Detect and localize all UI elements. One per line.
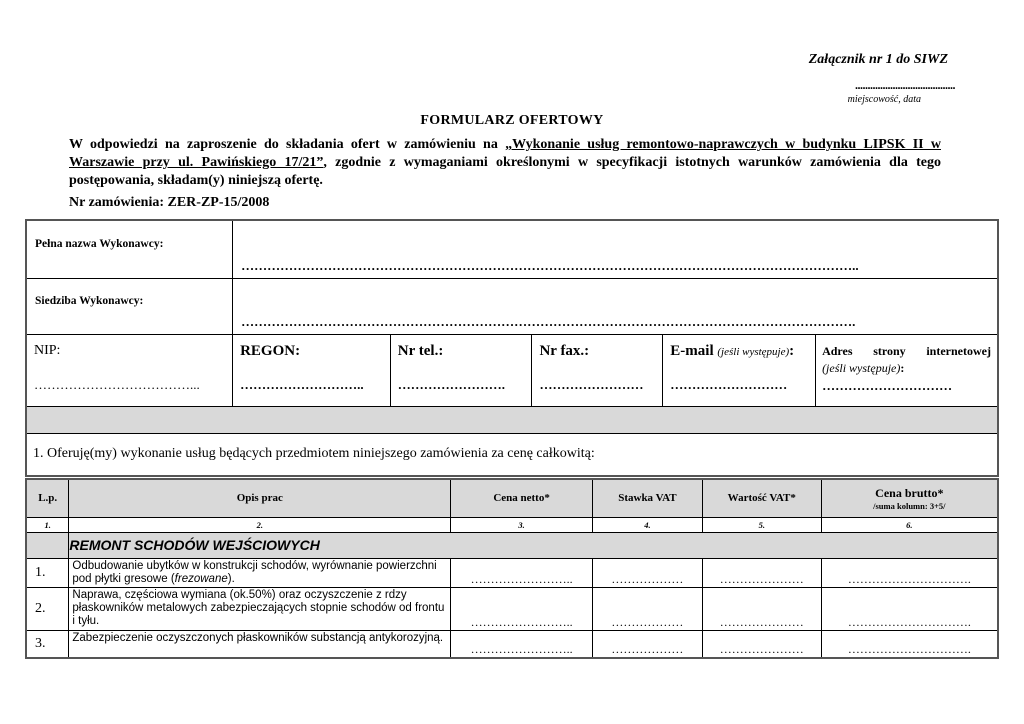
regon-dots: ………………………..: [240, 376, 364, 392]
row-lp: 1.: [26, 558, 69, 587]
col-number: 1.: [26, 517, 69, 532]
seat-label: Siedziba Wykonawcy:: [35, 294, 144, 307]
row-gross-field[interactable]: ………………………….: [821, 587, 998, 630]
row-desc: Naprawa, częściowa wymiana (ok.50%) oraz oczyszczenie z rdzy płaskowników metalowych zabezpieczających stopnie schodów od frontu i tyłu.: [69, 587, 451, 630]
row-vat-rate-field[interactable]: ………………: [593, 587, 703, 630]
table-row: [26, 558, 998, 587]
separator-row: [26, 406, 998, 433]
row-vat-rate-field[interactable]: ………………: [593, 630, 703, 658]
section-title: REMONT SCHODÓW WEJŚCIOWYCH: [69, 532, 998, 558]
row-gross-field[interactable]: ………………………….: [821, 558, 998, 587]
email-note: (jeśli występuje): [717, 345, 790, 358]
price-table-header: [26, 479, 998, 517]
row-desc: [69, 558, 451, 587]
www-note-line: (jeśli występuje):: [822, 360, 905, 375]
tel-label: Nr tel.:: [397, 342, 444, 359]
section-row: [26, 532, 998, 558]
row-vat-value-field[interactable]: …………………: [702, 630, 821, 658]
seat-label-cell: [26, 278, 233, 334]
col-lp-header: L.p.: [26, 479, 69, 517]
row-desc-italic: frezowane: [174, 572, 228, 585]
tel-field[interactable]: [390, 334, 532, 406]
form-title: FORMULARZ OFERTOWY: [420, 113, 604, 128]
row-net-field[interactable]: ……………………..: [451, 558, 593, 587]
table-row: [26, 630, 998, 658]
row-net-field[interactable]: ……………………..: [451, 587, 593, 630]
email-label-line: E-mail (jeśli występuje):: [670, 342, 795, 359]
row-net-field[interactable]: ……………………..: [451, 630, 593, 658]
nip-field[interactable]: [26, 334, 233, 406]
col-vat-rate-header: Stawka VAT: [593, 479, 703, 517]
www-dots: …………………………: [822, 377, 953, 393]
col-gross-note: /suma kolumn: 3+5/: [873, 500, 946, 511]
www-note: (jeśli występuje): [822, 360, 901, 375]
column-numbers-row: [26, 517, 998, 532]
full-name-dots: ……………………………………………………………………………………………………………………………..: [241, 257, 859, 273]
full-name-label: Pełna nazwa Wykonawcy:: [35, 238, 164, 250]
seat-dots: …………………………………………………………………………………………………………………………….: [241, 313, 856, 329]
fax-label: Nr fax.:: [539, 342, 590, 359]
col-number: 4.: [593, 517, 703, 532]
fax-dots: ……………………: [539, 376, 644, 392]
intro-contract-name: „Wykonanie usług remontowo-naprawczych w budynku LIPSK II w Warszawie przy ul. Pawińskiego 17/21”: [69, 137, 941, 170]
order-number: Nr zamówienia: ZER-ZP-15/2008: [69, 195, 270, 210]
row-lp: 3.: [26, 630, 69, 658]
www-field[interactable]: [816, 334, 998, 406]
regon-label: REGON:: [240, 342, 301, 359]
place-date-caption: miejscowość, data: [847, 94, 921, 105]
row-vat-value-field[interactable]: …………………: [702, 558, 821, 587]
col-net-header: Cena netto*: [451, 479, 593, 517]
row-desc: Zabezpieczenie oczyszczonych płaskowników substancją antykorozyjną.: [69, 630, 451, 658]
offer-statement: 1. Oferuję(my) wykonanie usług będących przedmiotem niniejszego zamówienia za cenę całkowitą:: [26, 433, 998, 476]
col-number: 2.: [69, 517, 451, 532]
fax-field[interactable]: [532, 334, 663, 406]
col-number: 6.: [821, 517, 998, 532]
nip-label: NIP:: [34, 342, 61, 358]
row-lp: 2.: [26, 587, 69, 630]
intro-text-1: W odpowiedzi na zaproszenie do składania ofert w zamówieniu na: [69, 137, 506, 152]
row-desc-text: Odbudowanie ubytków w konstrukcji schodów, wyrównanie powierzchni pod płytki gresowe (: [72, 559, 437, 585]
contractor-info-table: [25, 219, 999, 477]
intro-paragraph: [69, 136, 941, 190]
full-name-field[interactable]: [233, 220, 998, 278]
annex-label: Załącznik nr 1 do SIWZ: [808, 52, 948, 67]
www-label: Adres strony internetowej: [822, 343, 991, 358]
col-desc-header: Opis prac: [69, 479, 451, 517]
seat-field[interactable]: [233, 278, 998, 334]
col-number: 3.: [451, 517, 593, 532]
col-number: 5.: [702, 517, 821, 532]
price-table: [25, 478, 999, 659]
col-vat-value-header: Wartość VAT*: [702, 479, 821, 517]
full-name-label-cell: [26, 220, 233, 278]
section-spacer: [26, 532, 69, 558]
table-row: [26, 587, 998, 630]
col-gross-label: Cena brutto*: [875, 485, 944, 500]
row-vat-value-field[interactable]: …………………: [702, 587, 821, 630]
row-gross-field[interactable]: ………………………….: [821, 630, 998, 658]
nip-dots: ………………………………...: [34, 376, 200, 392]
email-dots: ………………………: [670, 376, 788, 392]
col-gross-header: [821, 479, 998, 517]
row-desc-end: ).: [227, 572, 235, 585]
place-date-field[interactable]: ........................................: [855, 78, 955, 92]
row-vat-rate-field[interactable]: ………………: [593, 558, 703, 587]
email-label: E-mail: [670, 342, 714, 359]
intro-text-2: , zgodnie z wymaganiami określonymi w specyfikacji istotnych warunków zamówienia dla tego postępowania, składam(y) niniejszą ofertę.: [69, 155, 941, 188]
regon-field[interactable]: [233, 334, 391, 406]
email-field[interactable]: [663, 334, 816, 406]
tel-dots: …………………….: [397, 376, 506, 392]
